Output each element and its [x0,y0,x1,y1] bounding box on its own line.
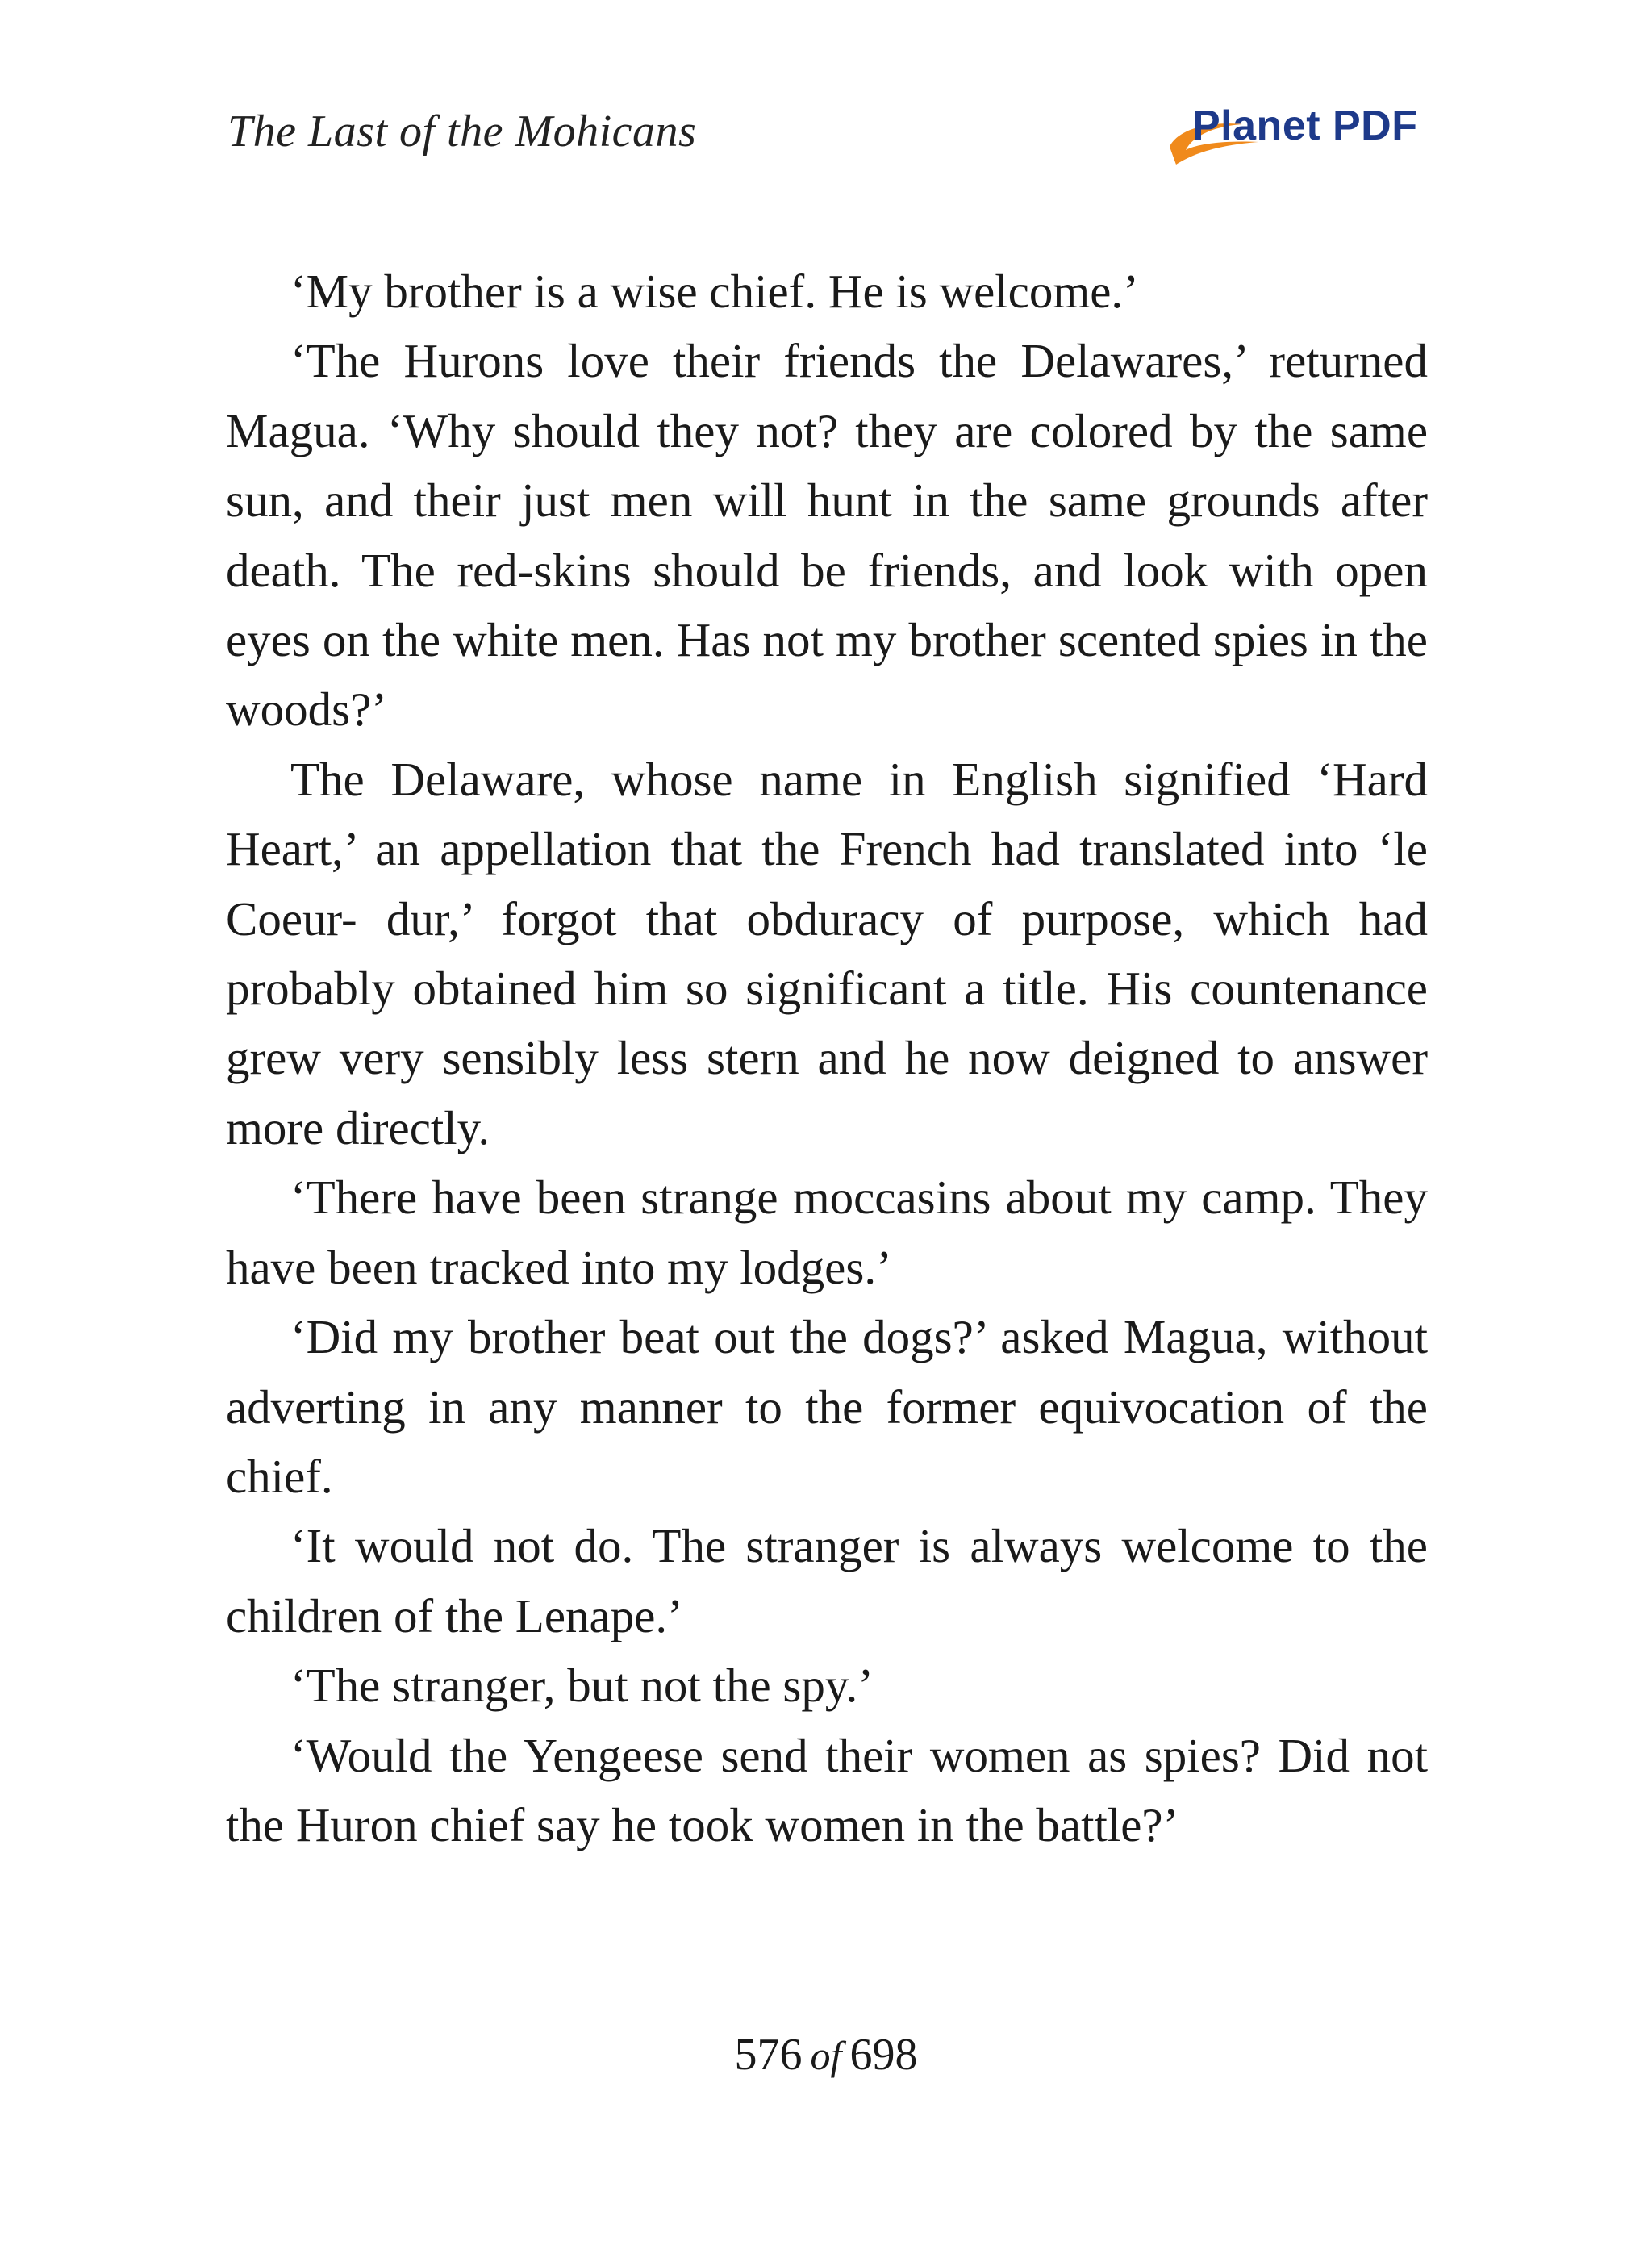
paragraph: ‘Would the Yengeese send their women as spies? Did not the Huron chief say he took women in the battle?’ [226,1728,1428,1851]
paragraph: ‘The stranger, but not the spy.’ [290,1659,874,1713]
paragraph: ‘The Hurons love their friends the Delawares,’ returned Magua. ‘Why should they not? they are colored by the same sun, and their just men will hunt in the same grounds after death. The red-skins should be friends, and look with open eyes on the white men. Has not my brother scented spies in the woods?’ [226,334,1428,737]
paragraph: ‘It would not do. The stranger is always welcome to the children of the Lenape.’ [226,1519,1428,1642]
current-page-number: 576 [734,2030,803,2080]
running-header-title: The Last of the Mohicans [227,106,697,157]
of-label: of [810,2033,842,2078]
paragraph: ‘My brother is a wise chief. He is welcome.’ [290,265,1139,318]
paragraph: ‘There have been strange moccasins about my camp. They have been tracked into my lodges.’ [226,1171,1428,1294]
paragraph: ‘Did my brother beat out the dogs?’ asked Magua, without adverting in any manner to the former equivocation of the chief. [226,1310,1428,1503]
logo-text: Planet PDF [1192,102,1418,149]
planet-pdf-logo [1162,97,1428,169]
page-number-footer [0,2029,1652,2081]
total-pages-number: 698 [849,2030,918,2080]
paragraph: The Delaware, whose name in English signified ‘Hard Heart,’ an appellation that the French had translated into ‘le Coeur- dur,’ forgot that obduracy of purpose, which had probably obtained him so significant a title. His countenance grew very sensibly less stern and he now deigned to answer more directly. [226,752,1428,1154]
body-text [226,257,1428,1860]
